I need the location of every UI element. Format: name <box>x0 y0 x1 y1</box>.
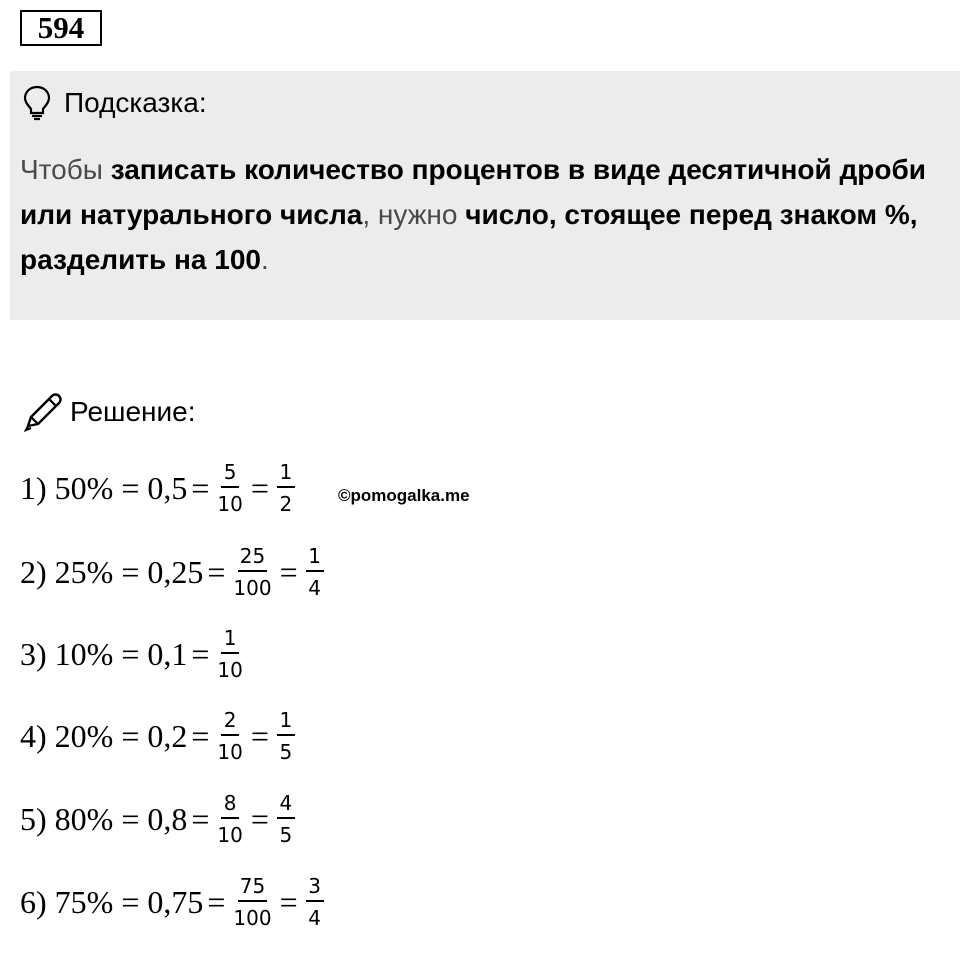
hint-text-part: . <box>260 244 269 275</box>
fraction: $\frac{1}{4}$ <box>306 544 324 600</box>
fraction: $\frac{1}{10}$ <box>217 626 243 682</box>
lightbulb-icon <box>22 85 52 121</box>
solution-line: 5) 80% = 0,8 = $\frac{8}{10}$ = $\frac{4}{5}$ <box>20 783 299 855</box>
hint-header <box>22 85 207 121</box>
equation-text: 6) 75% = 0,75 <box>20 883 204 920</box>
hint-title: Подсказка: <box>64 87 207 118</box>
hint-text-part: Чтобы <box>20 154 111 185</box>
fraction: $\frac{25}{100}$ <box>233 544 272 600</box>
equation-text: 1) 50% = 0,5 <box>20 469 188 506</box>
fraction: $\frac{1}{5}$ <box>277 708 295 764</box>
hint-box <box>10 71 960 320</box>
hint-text <box>20 147 950 282</box>
hint-text-part: записать количество процентов в виде десятичной дроби или натурального числа <box>20 154 927 230</box>
equation-text: 2) 25% = 0,25 <box>20 553 204 590</box>
fraction: $\frac{1}{2}$ <box>277 460 295 516</box>
watermark: ©pomogalka.me <box>338 486 470 505</box>
fraction: $\frac{8}{10}$ <box>217 791 243 847</box>
equation-text: 5) 80% = 0,8 <box>20 800 188 837</box>
pencil-icon <box>22 392 64 432</box>
solution-title: Решение: <box>70 396 196 427</box>
solution-line: 2) 25% = 0,25 = $\frac{25}{100}$ = $\frac{1}{4}$ <box>20 536 328 608</box>
fraction: $\frac{5}{10}$ <box>217 460 243 516</box>
hint-text-part: , нужно <box>362 199 466 230</box>
equation-text: 3) 10% = 0,1 <box>20 635 188 672</box>
solution-line: 1) 50% = 0,5 = $\frac{5}{10}$ = $\frac{1}{2}$ <box>20 452 299 524</box>
task-number: 594 <box>20 10 102 46</box>
fraction: $\frac{75}{100}$ <box>233 874 272 930</box>
hint-text-part: число, стоящее перед знаком %, разделить на 100 <box>20 199 918 275</box>
solution-line: 4) 20% = 0,2 = $\frac{2}{10}$ = $\frac{1}{5}$ <box>20 700 299 772</box>
solution-line: 3) 10% = 0,1 = $\frac{1}{10}$ <box>20 626 243 682</box>
fraction: $\frac{2}{10}$ <box>217 708 243 764</box>
solution-line: 6) 75% = 0,75 = $\frac{75}{100}$ = $\frac{3}{4}$ <box>20 866 328 938</box>
fraction: $\frac{3}{4}$ <box>306 874 324 930</box>
equation-text: 4) 20% = 0,2 <box>20 717 188 754</box>
solution-header <box>22 392 196 432</box>
fraction: $\frac{4}{5}$ <box>277 791 295 847</box>
